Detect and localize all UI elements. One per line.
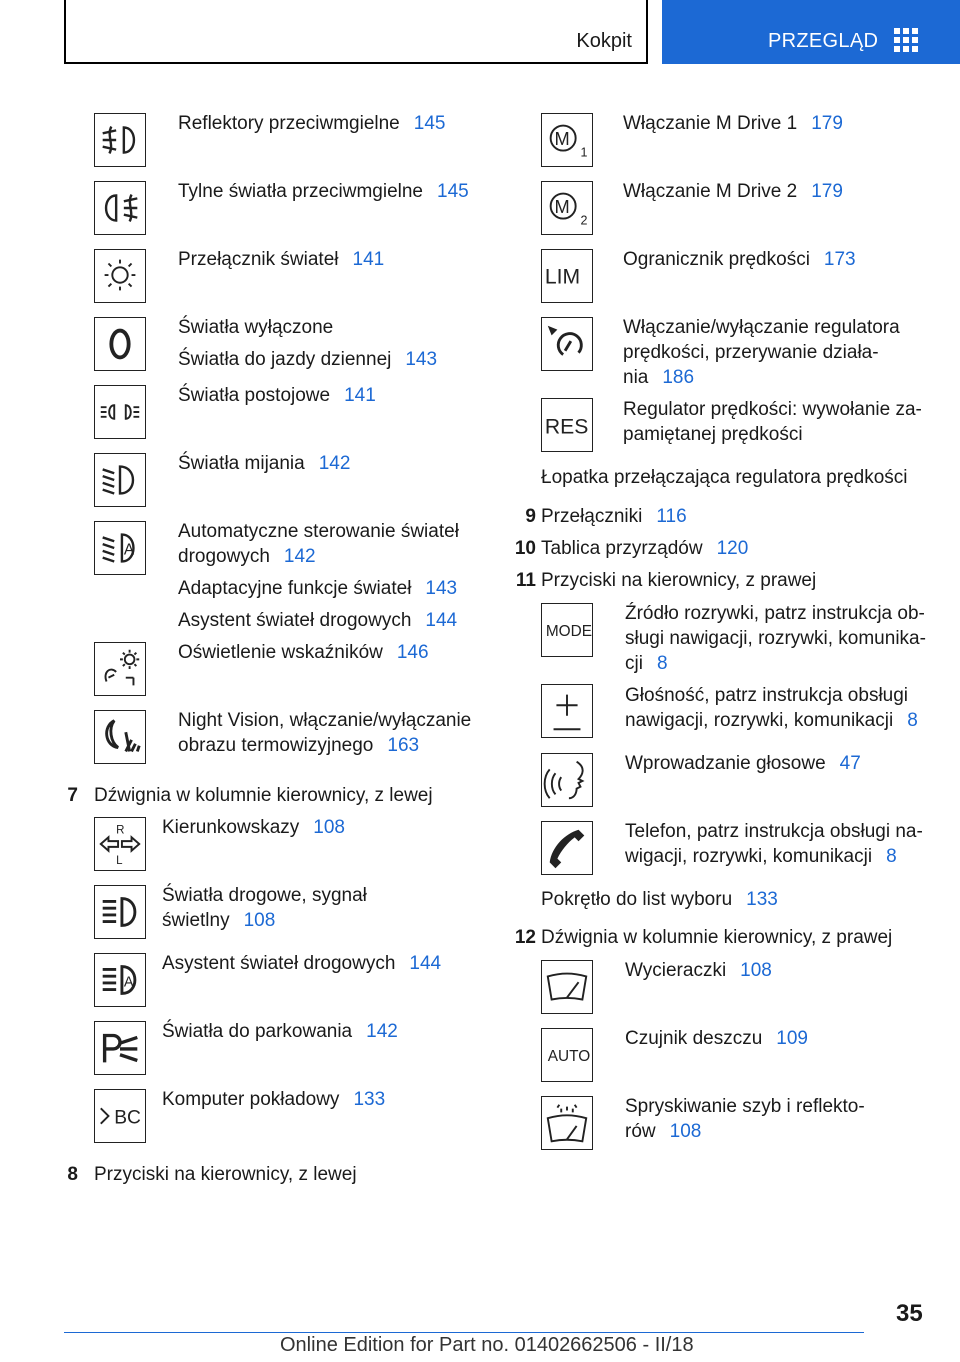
parking-lights-icon [94,385,146,439]
speed-limiter-icon [541,249,593,303]
hb-assist-row: Asystent świateł drogowych 144 [178,610,458,631]
washer-line2: rów 108 [625,1121,702,1142]
page-ref[interactable]: 143 [425,578,458,599]
instr-lighting-row: Oświetlenie wskaźników 146 [178,642,429,663]
auto-headlight-line2: drogowych 142 [178,546,316,567]
page-ref[interactable]: 120 [716,538,749,559]
high-beam-icon [94,885,146,939]
resume-line2: pamiętanej prędkości [623,424,803,445]
m-drive-1-icon [541,113,593,167]
svg-text:A: A [123,974,134,991]
page-number: 35 [896,1300,923,1327]
cruise-line1: Włączanie/wyłączanie regulatora [623,317,900,338]
item-number: 10 [514,538,536,559]
phone-line2: wigacji, rozrywki, komunikacji 8 [625,846,897,867]
rain-sensor-icon [541,1028,593,1082]
svg-text:R: R [116,824,125,837]
item10-row: Tablica przyrządów 120 [541,538,749,559]
wiper-icon [541,960,593,1014]
overview-label: PRZEGLĄD [768,30,879,52]
page-ref[interactable]: 142 [318,453,351,474]
night-vision-line1: Night Vision, włączanie/wyłączanie [178,710,472,731]
page-ref[interactable]: 109 [776,1028,808,1049]
item7-label: Dźwignia w kolumnie kierownicy, z lewej [94,785,433,806]
page-ref[interactable]: 141 [344,385,376,406]
page-ref[interactable]: 141 [352,249,385,270]
item8-label: Przyciski na kierownicy, z lewej [94,1164,357,1185]
hb-assist2-row: Asystent świateł drogowych 144 [162,953,442,974]
limiter-row: Ogranicznik prędkości 173 [623,249,856,270]
adaptive-row: Adaptacyjne funkcje świateł 143 [178,578,458,599]
list-knob-row: Pokrętło do list wyboru 133 [541,889,778,910]
svg-text:LIM: LIM [544,265,581,289]
page-ref[interactable]: 108 [313,817,345,838]
page-ref[interactable]: 47 [839,753,861,774]
parking-light-icon [94,1021,146,1075]
volume-line2: nawigacji, rozrywki, komunikacji 8 [625,710,918,731]
voice-input-icon [541,753,593,807]
overview-tab[interactable] [662,0,960,64]
low-beam-icon [94,453,146,507]
page-ref[interactable]: 108 [669,1121,702,1142]
parking2-row: Światła do parkowania 142 [162,1021,398,1042]
svg-text:BC: BC [114,1107,141,1129]
page-ref[interactable]: 108 [243,910,276,931]
phone-line1: Telefon, patrz instrukcja obsługi na- [625,821,923,842]
page-ref[interactable]: 144 [409,953,442,974]
footer-edition: Online Edition for Part no. 01402662506 - II/18 [280,1334,694,1356]
resume-icon [541,398,593,452]
board-computer-row: Komputer pokładowy 133 [162,1089,386,1110]
turn-signal-row: Kierunkowskazy 108 [162,817,345,838]
light-switch-icon [94,249,146,303]
volume-line1: Głośność, patrz instrukcja obsługi [625,685,909,706]
page-ref[interactable]: 116 [656,506,687,527]
header-section-title: Kokpit [576,30,632,52]
mdrive2-row: Włączanie M Drive 2 179 [623,181,843,202]
phone-icon [541,821,593,875]
svg-text:AUTO: AUTO [547,1047,591,1065]
page-ref[interactable]: 133 [746,889,778,910]
voice-row: Wprowadzanie głosowe 47 [625,753,861,774]
svg-text:MODE: MODE [545,622,592,640]
mdrive1-row: Włączanie M Drive 1 179 [623,113,843,134]
lights-off-icon [94,317,146,371]
cruise-line2: prędkości, przerywanie działa- [623,342,879,363]
page-ref[interactable]: 142 [366,1021,398,1042]
item-number: 9 [525,506,536,527]
high-beam-line2: świetlny 108 [162,910,276,931]
turn-signal-icon [94,817,146,871]
low-beam-row: Światła mijania 142 [178,453,351,474]
item-number: 11 [515,570,536,591]
rear-fog-light-icon [94,181,146,235]
night-vision-line2: obrazu termowizyjnego 163 [178,735,420,756]
page-ref[interactable]: 8 [907,710,918,731]
cruise-line3: nia 186 [623,367,695,388]
mode-button-icon [541,603,593,657]
instrument-lighting-icon [94,642,146,696]
svg-text:RES: RES [544,415,589,439]
mode-line2: sługi nawigacji, rozrywki, komunika- [625,628,926,649]
svg-text:1: 1 [580,145,588,160]
page-ref[interactable]: 133 [353,1089,386,1110]
grid-icon [894,28,918,52]
item-number: 12 [514,927,536,948]
svg-text:A: A [123,541,135,559]
washer-icon [541,1096,593,1150]
page-ref[interactable]: 163 [387,735,420,756]
page-ref[interactable]: 145 [413,113,446,134]
header-section-box [64,0,648,64]
high-beam-line1: Światła drogowe, sygnał [162,885,367,906]
mode-line1: Źródło rozrywki, patrz instrukcja ob- [625,603,925,624]
volume-icon [541,684,593,738]
parking-row: Światła postojowe 141 [178,385,376,406]
resume-line1: Regulator prędkości: wywołanie za- [623,399,922,420]
washer-line1: Spryskiwanie szyb i reflekto- [625,1096,865,1117]
light-switch-row: Przełącznik świateł 141 [178,249,385,270]
page-ref[interactable]: 179 [811,113,843,134]
fog-rear-row: Tylne światła przeciwmgielne 145 [178,181,469,202]
page-ref[interactable]: 145 [437,181,469,202]
page-ref[interactable]: 8 [656,653,668,674]
high-beam-assist-icon [94,953,146,1007]
page-ref[interactable]: 108 [740,960,772,981]
item12-label: Dźwignia w kolumnie kierownicy, z prawej [541,927,893,948]
page-ref[interactable]: 143 [405,349,438,370]
rain-row: Czujnik deszczu 109 [625,1028,808,1049]
rocker-label: Łopatka przełączająca regulatora prędkości [541,467,908,488]
auto-headlight-line1: Automatyczne sterowanie świateł [178,521,459,542]
m-drive-2-icon [541,181,593,235]
page-ref[interactable]: 179 [811,181,843,202]
footer-divider [64,1332,864,1333]
board-computer-icon [94,1089,146,1143]
fog-front-row: Reflektory przeciwmgielne 145 [178,113,446,134]
daytime-row: Światła do jazdy dziennej 143 [178,349,438,370]
item-number: 8 [67,1164,78,1185]
wipers-row: Wycieraczki 108 [625,960,772,981]
mode-line3: cji 8 [625,653,668,674]
svg-text:M: M [554,127,570,149]
front-fog-light-icon [94,113,146,167]
page-ref[interactable]: 146 [396,642,429,663]
page-ref[interactable]: 144 [425,610,458,631]
auto-headlight-icon [94,521,146,575]
page-ref[interactable]: 142 [283,546,316,567]
item-number: 7 [67,785,78,806]
svg-text:M: M [554,195,570,217]
page-ref[interactable]: 173 [823,249,856,270]
page-ref[interactable]: 186 [662,367,695,388]
cruise-control-icon [541,317,593,371]
item11-label: Przyciski na kierownicy, z prawej [541,570,817,591]
page-ref[interactable]: 8 [886,846,897,867]
svg-text:2: 2 [580,213,588,228]
lights-off-label: Światła wyłączone [178,317,334,338]
item9-row: Przełączniki 116 [541,506,687,527]
night-vision-icon [94,710,146,764]
svg-text:L: L [116,855,123,868]
